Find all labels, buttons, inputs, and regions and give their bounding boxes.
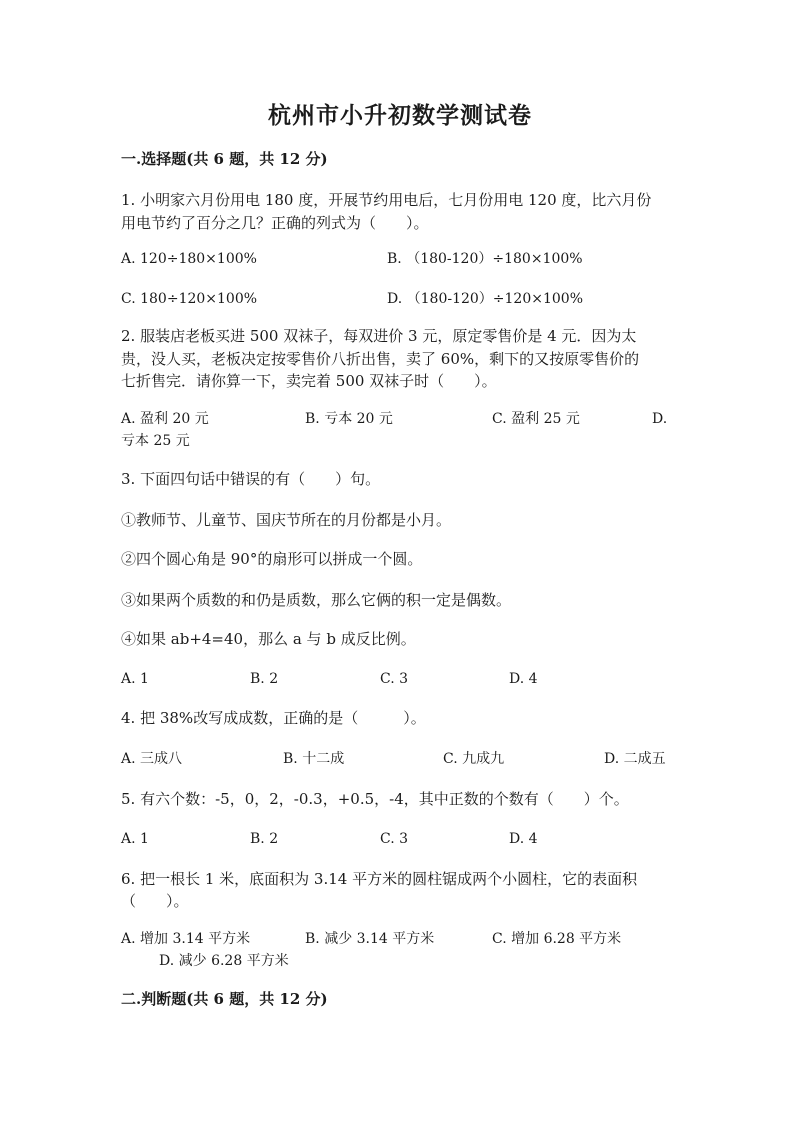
question-5-option-c: C. 3 bbox=[380, 831, 409, 847]
question-6-line-2: （ ）。 bbox=[121, 892, 189, 910]
question-3-option-a: A. 1 bbox=[121, 671, 149, 687]
question-1-line-1: 1. 小明家六月份用电 180 度，开展节约用电后，七月份用电 120 度，比六月份 bbox=[121, 191, 652, 209]
question-6-option-a: A. 增加 3.14 平方米 bbox=[121, 931, 251, 947]
question-1-option-d: D. （180-120）÷120×100% bbox=[387, 291, 584, 307]
question-2-line-1: 2. 服装店老板买进 500 双袜子，每双进价 3 元，原定零售价是 4 元．因为太 bbox=[121, 327, 637, 345]
page-title: 杭州市小升初数学测试卷 bbox=[268, 102, 532, 129]
question-2-option-c: C. 盈利 25 元 bbox=[492, 411, 580, 427]
question-3-option-d: D. 4 bbox=[509, 671, 538, 687]
question-5-option-a: A. 1 bbox=[121, 831, 149, 847]
question-6-option-d: D. 减少 6.28 平方米 bbox=[159, 953, 289, 969]
question-4-option-d: D. 二成五 bbox=[604, 751, 666, 767]
question-3-option-c: C. 3 bbox=[380, 671, 409, 687]
question-1-option-c: C. 180÷120×100% bbox=[121, 291, 258, 307]
question-2-option-b: B. 亏本 20 元 bbox=[305, 411, 393, 427]
question-3-statement-3: ③如果两个质数的和仍是质数，那么它俩的积一定是偶数。 bbox=[121, 591, 512, 609]
question-2-option-d-label: D. bbox=[652, 411, 668, 427]
question-1-option-a: A. 120÷180×100% bbox=[121, 251, 257, 267]
question-6-option-c: C. 增加 6.28 平方米 bbox=[492, 931, 622, 947]
question-4-option-a: A. 三成八 bbox=[121, 751, 183, 767]
question-3-statement-2: ②四个圆心角是 90°的扇形可以拼成一个圆。 bbox=[121, 550, 423, 568]
question-2-option-d-text: 亏本 25 元 bbox=[121, 433, 190, 449]
question-2-line-2: 贵，没人买，老板决定按零售价八折出售，卖了 60%，剩下的又按原零售价的 bbox=[121, 350, 640, 368]
question-3-option-b: B. 2 bbox=[250, 671, 279, 687]
question-3-statement-1: ①教师节、儿童节、国庆节所在的月份都是小月。 bbox=[121, 511, 452, 529]
question-1-option-b: B. （180-120）÷180×100% bbox=[387, 251, 583, 267]
question-4-option-b: B. 十二成 bbox=[283, 751, 345, 767]
question-6-line-1: 6. 把一根长 1 米，底面积为 3.14 平方米的圆柱锯成两个小圆柱，它的表面积 bbox=[121, 870, 638, 888]
question-5-line-1: 5. 有六个数：-5，0，2，-0.3，+0.5，-4，其中正数的个数有（ ）个。 bbox=[121, 790, 629, 808]
question-5-option-d: D. 4 bbox=[509, 831, 538, 847]
section-heading-judgment: 二.判断题(共 6 题，共 12 分) bbox=[121, 990, 328, 1008]
question-2-option-a: A. 盈利 20 元 bbox=[121, 411, 209, 427]
question-4-line-1: 4. 把 38%改写成成数，正确的是（ ）。 bbox=[121, 709, 426, 727]
question-4-option-c: C. 九成九 bbox=[443, 751, 505, 767]
question-6-option-b: B. 减少 3.14 平方米 bbox=[305, 931, 435, 947]
question-3-statement-4: ④如果 ab+4=40，那么 a 与 b 成反比例。 bbox=[121, 630, 416, 648]
question-3-line-1: 3. 下面四句话中错误的有（ ）句。 bbox=[121, 470, 381, 488]
section-heading-choice: 一.选择题(共 6 题，共 12 分) bbox=[121, 150, 328, 168]
question-2-line-3: 七折售完．请你算一下，卖完着 500 双袜子时（ ）。 bbox=[121, 372, 497, 390]
question-5-option-b: B. 2 bbox=[250, 831, 279, 847]
question-1-line-2: 用电节约了百分之几？正确的列式为（ ）。 bbox=[121, 214, 429, 232]
